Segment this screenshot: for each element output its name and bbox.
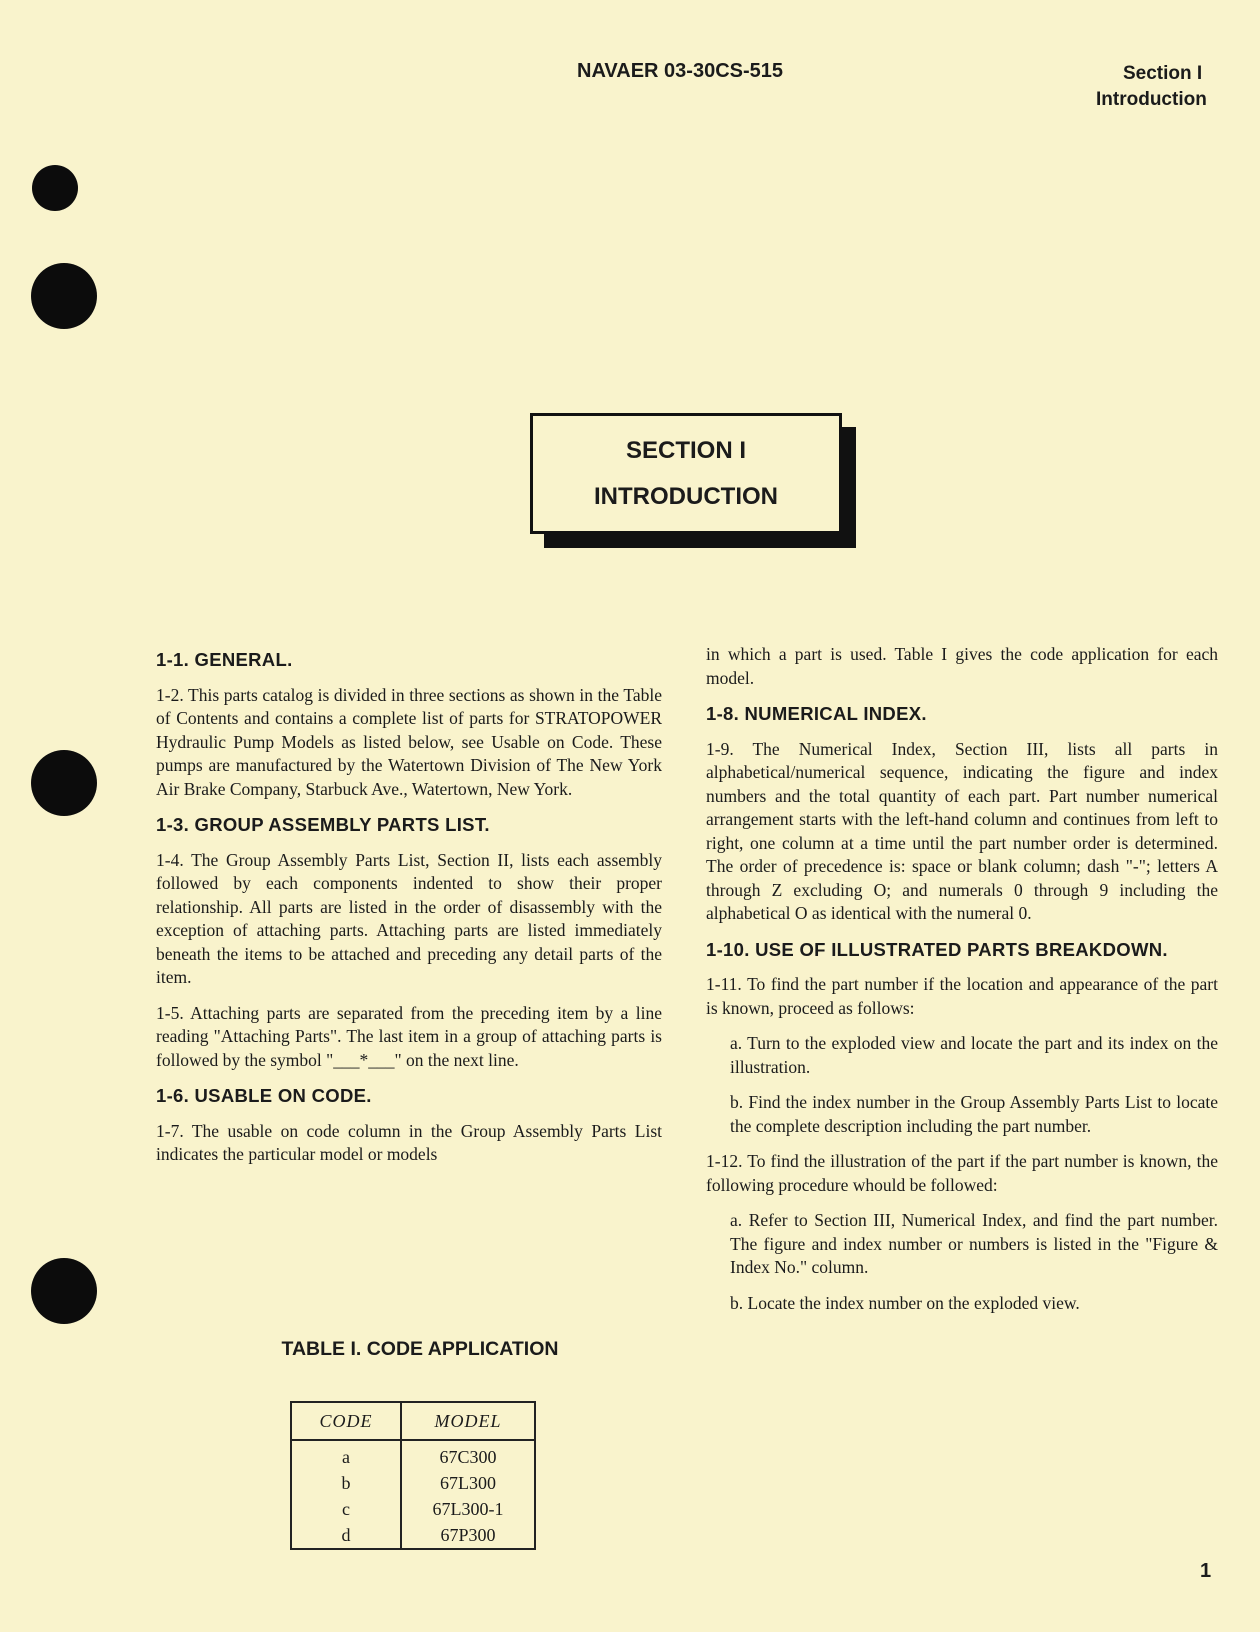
table-title: TABLE I. CODE APPLICATION <box>281 1338 559 1360</box>
paragraph-1-12-b: b. Locate the index number on the exploded view. <box>730 1292 1080 1313</box>
heading-group-assembly: 1-3. GROUP ASSEMBLY PARTS LIST. <box>156 814 490 835</box>
heading-general: 1-1. GENERAL. <box>156 649 293 670</box>
table-cell-model: 67C300 <box>439 1446 497 1467</box>
table-cell-model: 67P300 <box>440 1524 496 1545</box>
binder-hole-1 <box>32 165 78 211</box>
section-box-line1: SECTION I <box>625 436 746 464</box>
table-cell-code: d <box>291 1522 401 1549</box>
table-cell-model: 67L300-1 <box>432 1498 504 1519</box>
table-header-code: CODE <box>291 1402 401 1440</box>
paragraph-1-12-a: a. Refer to Section III, Numerical Index, and find the part number. The figure and index number or numbers is listed in the "Figure & Index No." column. <box>730 1210 1218 1277</box>
table-row <box>291 1496 535 1522</box>
table-row <box>291 1522 535 1549</box>
table-row <box>291 1440 535 1470</box>
paragraph-1-2: 1-2. This parts catalog is divided in three sections as shown in the Table of Contents and contains a complete list of parts for STRATOPOWER Hydraulic Pump Models as listed below, see Usable on Code. These pumps are manufactured by the Watertown Division of The New York Air Brake Company, Starbuck Ave., Watertown, New York. <box>156 684 662 799</box>
heading-numerical-index: 1-8. NUMERICAL INDEX. <box>706 703 927 724</box>
paragraph-1-5: 1-5. Attaching parts are separated from the preceding item by a line reading "Attaching Parts". The last item in a group of attaching parts is followed by the symbol "___*___" on the next line. <box>156 1002 662 1070</box>
header-section-title: Introduction <box>1096 89 1207 110</box>
section-title-box <box>530 413 842 534</box>
table-row <box>291 1470 535 1496</box>
paragraph-1-11: 1-11. To find the part number if the location and appearance of the part is known, proceed as follows: <box>706 974 1218 1018</box>
table-cell-code: b <box>291 1470 401 1496</box>
paragraph-1-9: 1-9. The Numerical Index, Section III, lists all parts in alphabetical/numerical sequence, indicating the figure and index numbers and the total quantity of each part. Part number numerical arrangement starts with the left-hand column and continues from left to right, one column at a time until the part number order is determined. The order of precedence is: space or blank column; dash "-"; letters A through Z excluding O; and numerals 0 through 9 including the alphabetical O as identical with the numeral 0. <box>706 738 1218 923</box>
section-box-line2: INTRODUCTION <box>594 482 778 510</box>
code-application-table <box>290 1401 536 1550</box>
table-header-model: MODEL <box>401 1402 535 1440</box>
paragraph-1-11-b: b. Find the index number in the Group Assembly Parts List to locate the complete description including the part number. <box>730 1092 1218 1136</box>
paragraph-1-7-continued: in which a part is used. Table I gives the code application for each model. <box>706 644 1218 688</box>
table-cell-model: 67L300 <box>440 1472 496 1493</box>
paragraph-1-4: 1-4. The Group Assembly Parts List, Section II, lists each assembly followed by each components indented to show their proper relationship. All parts are listed in the order of disassembly with the exception of attaching parts. Attaching parts are listed immediately beneath the items to be attached and preceding any detail parts of the item. <box>156 849 662 987</box>
binder-hole-4 <box>31 1258 97 1324</box>
heading-use-of-ipb: 1-10. USE OF ILLUSTRATED PARTS BREAKDOWN. <box>706 938 1168 960</box>
page-number: 1 <box>1200 1560 1212 1582</box>
right-column <box>706 643 1218 1327</box>
paragraph-1-11-a: a. Turn to the exploded view and locate the part and its index on the illustration. <box>730 1033 1218 1077</box>
table-cell-code: c <box>291 1496 401 1522</box>
binder-hole-2 <box>31 263 97 329</box>
document-number: NAVAER 03-30CS-515 <box>577 60 784 82</box>
binder-hole-3 <box>31 750 97 816</box>
paragraph-1-7: 1-7. The usable on code column in the Group Assembly Parts List indicates the particular model or models <box>156 1120 662 1164</box>
paragraph-1-12: 1-12. To find the illustration of the part if the part number is known, the following procedure whould be followed: <box>706 1151 1218 1195</box>
left-column <box>156 648 662 1179</box>
table-cell-code: a <box>291 1440 401 1470</box>
heading-usable-on-code: 1-6. USABLE ON CODE. <box>156 1085 372 1106</box>
header-section: Section I <box>1123 63 1203 84</box>
